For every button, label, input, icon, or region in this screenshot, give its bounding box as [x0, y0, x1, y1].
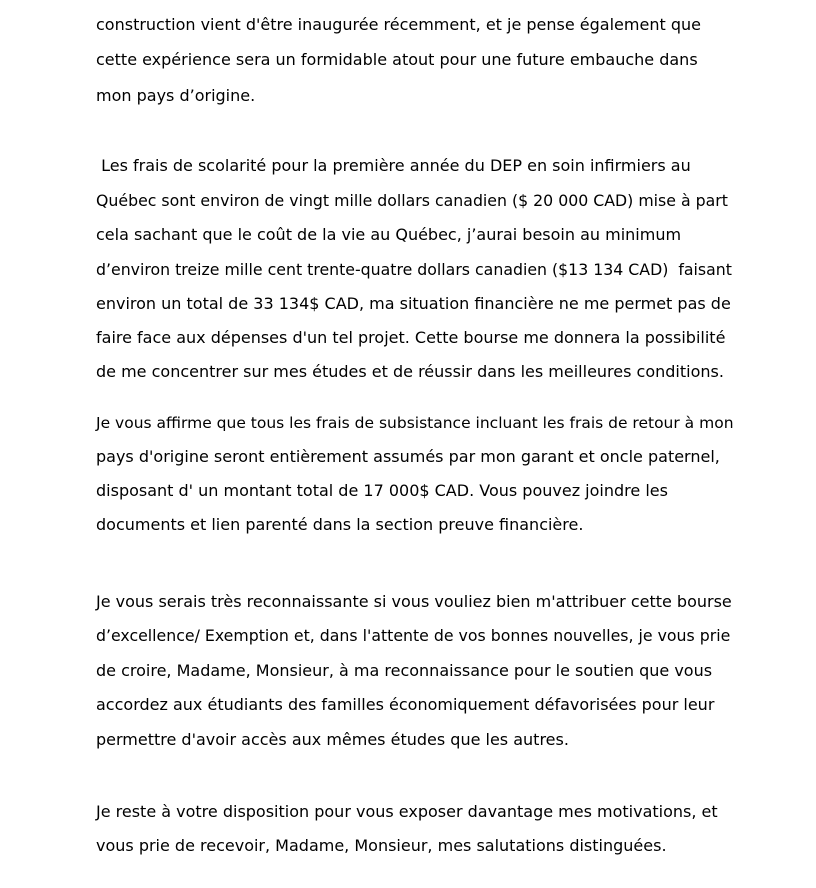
text-line: cela sachant que le coût de la vie au Québec, j’aurai besoin au minimum	[96, 225, 682, 244]
text-line: Je vous affirme que tous les frais de subsistance incluant les frais de retour à mon	[96, 414, 734, 432]
text-line: accordez aux étudiants des familles économiquement défavorisées pour leur	[96, 695, 715, 714]
text-line: d’environ treize mille cent trente-quatre dollars canadien ($13 134 CAD) faisant	[96, 260, 732, 279]
text-line: environ un total de 33 134$ CAD, ma situation financière ne me permet pas de	[96, 294, 731, 313]
text-line: Les frais de scolarité pour la première année du DEP en soin infirmiers au	[96, 156, 691, 175]
text-line: mon pays d’origine.	[96, 86, 256, 105]
text-line: cette expérience sera un formidable atout pour une future embauche dans	[96, 50, 698, 69]
text-line: Je vous serais très reconnaissante si vous vouliez bien m'attribuer cette bourse	[96, 592, 732, 611]
text-line: de croire, Madame, Monsieur, à ma reconnaissance pour le soutien que vous	[96, 661, 713, 680]
text-line: Je reste à votre disposition pour vous exposer davantage mes motivations, et	[96, 802, 718, 821]
text-line: documents et lien parenté dans la section preuve financière.	[96, 515, 584, 534]
text-line: vous prie de recevoir, Madame, Monsieur, mes salutations distinguées.	[96, 836, 667, 855]
text-line: de me concentrer sur mes études et de réussir dans les meilleures conditions.	[96, 362, 724, 381]
text-line: faire face aux dépenses d'un tel projet. Cette bourse me donnera la possibilité	[96, 328, 726, 347]
text-line: disposant d' un montant total de 17 000$ CAD. Vous pouvez joindre les	[96, 481, 668, 500]
text-line: permettre d'avoir accès aux mêmes études que les autres.	[96, 730, 569, 749]
text-line: d’excellence/ Exemption et, dans l'attente de vos bonnes nouvelles, je vous prie	[96, 626, 731, 645]
text-line: pays d'origine seront entièrement assumés par mon garant et oncle paternel,	[96, 447, 720, 466]
text-line: Québec sont environ de vingt mille dollars canadien ($ 20 000 CAD) mise à part	[96, 191, 728, 210]
text-line: construction vient d'être inaugurée récemment, et je pense également que	[96, 15, 701, 34]
